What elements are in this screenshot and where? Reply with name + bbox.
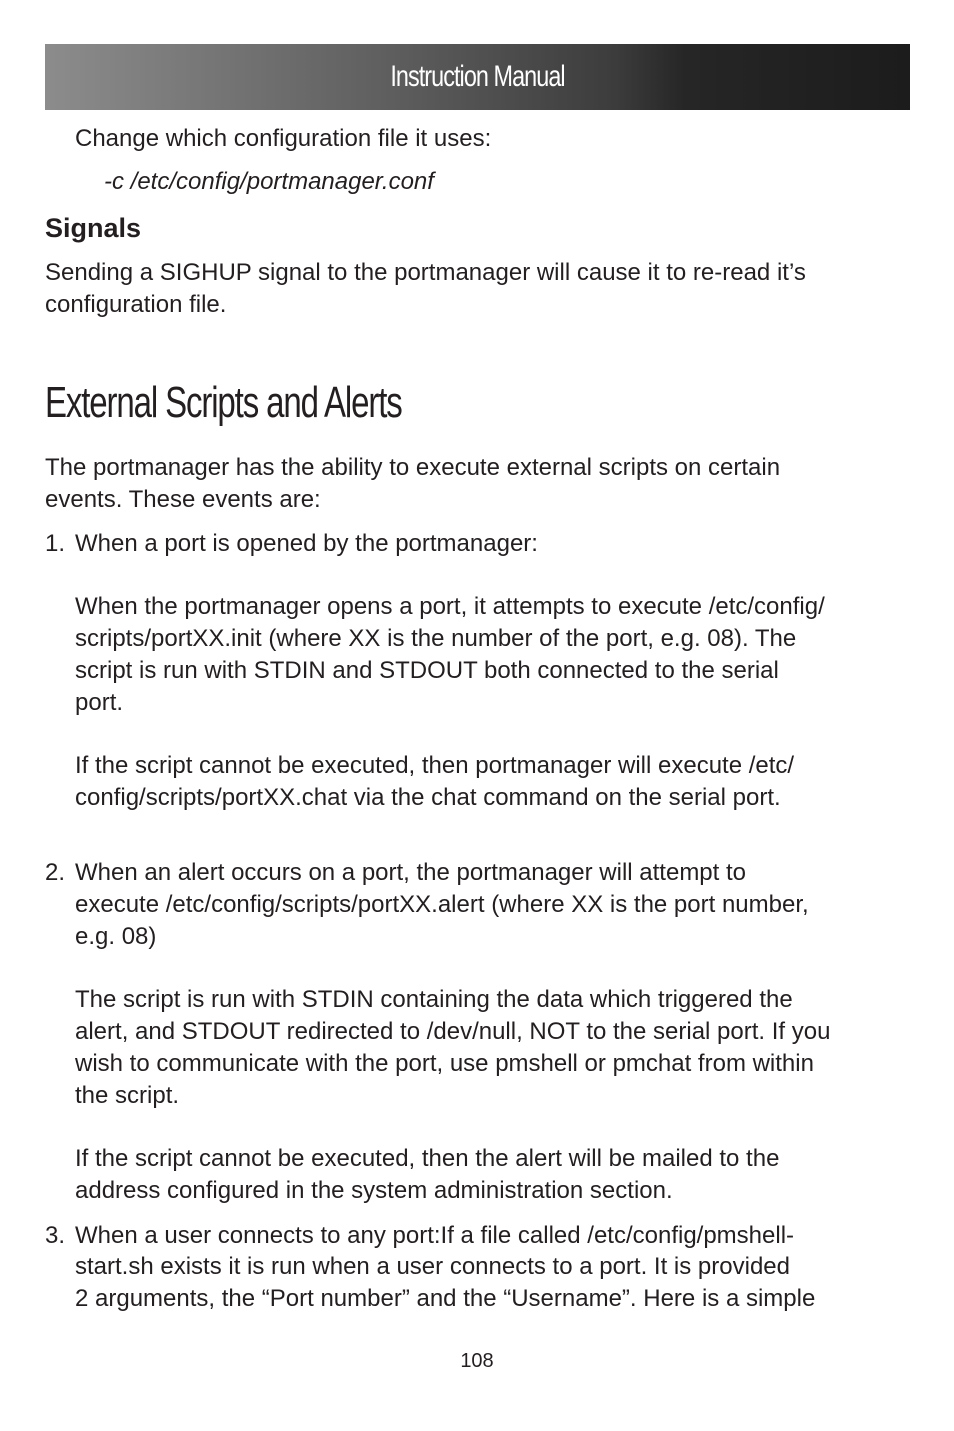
list-item-number: 3. <box>45 1222 66 1249</box>
list-item-line: The script is run with STDIN containing the data which triggered the <box>75 986 793 1013</box>
list-item-line: When an alert occurs on a port, the portmanager will attempt to <box>75 859 747 886</box>
signals-line: Sending a SIGHUP signal to the portmanager will cause it to re-read it’s <box>45 259 806 286</box>
page-number: 108 <box>460 1350 494 1372</box>
list-item-line: e.g. 08) <box>75 923 157 950</box>
list-item-line: script is run with STDIN and STDOUT both connected to the serial <box>75 657 779 684</box>
list-item-number: 2. <box>45 859 66 886</box>
list-item-line: If the script cannot be executed, then the alert will be mailed to the <box>75 1145 780 1172</box>
list-item-line: When the portmanager opens a port, it attempts to execute /etc/config/ <box>75 593 825 620</box>
section-title: External Scripts and Alerts <box>45 378 402 427</box>
list-item-line: scripts/portXX.init (where XX is the number of the port, e.g. 08). The <box>75 625 797 652</box>
list-item-line: alert, and STDOUT redirected to /dev/null, NOT to the serial port. If you <box>75 1018 831 1045</box>
list-item-line: 2 arguments, the “Port number” and the “Username”. Here is a simple <box>75 1285 816 1312</box>
section-intro-line: events. These events are: <box>45 486 321 513</box>
section-intro-line: The portmanager has the ability to execute external scripts on certain <box>45 454 781 481</box>
list-item-number: 1. <box>45 530 66 557</box>
signals-line: configuration file. <box>45 291 227 318</box>
config-command: -c /etc/config/portmanager.conf <box>104 168 434 195</box>
list-item-line: When a port is opened by the portmanager: <box>75 530 538 557</box>
list-item-line: If the script cannot be executed, then portmanager will execute /etc/ <box>75 752 795 779</box>
intro-line: Change which configuration file it uses: <box>75 125 492 152</box>
list-item-line: start.sh exists it is run when a user connects to a port. It is provided <box>75 1253 790 1280</box>
list-item-line: address configured in the system administration section. <box>75 1177 673 1204</box>
list-item-line: execute /etc/config/scripts/portXX.alert (where XX is the port number, <box>75 891 809 918</box>
list-item-line: the script. <box>75 1082 180 1109</box>
header-bar <box>45 44 910 110</box>
list-item-line: port. <box>75 689 124 716</box>
list-item-line: wish to communicate with the port, use pmshell or pmchat from within <box>75 1050 814 1077</box>
header-title: Instruction Manual <box>390 60 565 93</box>
list-item-line: config/scripts/portXX.chat via the chat command on the serial port. <box>75 784 781 811</box>
list-item-line: When a user connects to any port:If a file called /etc/config/pmshell- <box>75 1222 795 1249</box>
signals-heading: Signals <box>45 213 142 243</box>
